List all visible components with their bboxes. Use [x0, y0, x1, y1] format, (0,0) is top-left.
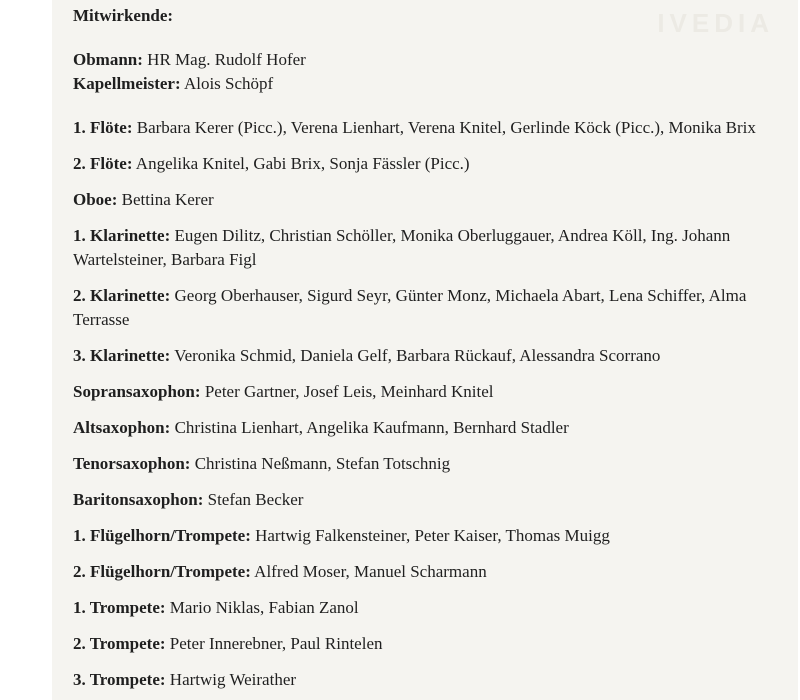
role-label: 2. Klarinette:	[73, 286, 171, 305]
credit-entry-fluegelhorn-1	[73, 524, 773, 548]
member-names: Christina Neßmann, Stefan Totschnig	[194, 454, 451, 473]
member-names: HR Mag. Rudolf Hofer	[147, 50, 306, 69]
role-label: 1. Flöte:	[73, 118, 133, 137]
credit-entry-tenorsaxophon	[73, 452, 773, 476]
role-label: 1. Trompete:	[73, 598, 166, 617]
credit-entry-trompete-2	[73, 632, 773, 656]
member-names: Bettina Kerer	[121, 190, 214, 209]
role-label: 1. Klarinette:	[73, 226, 171, 245]
member-names: Alfred Moser, Manuel Scharmann	[254, 562, 487, 581]
credit-entry-klarinette-3	[73, 344, 773, 368]
member-names: Christina Lienhart, Angelika Kaufmann, Bernhard Stadler	[174, 418, 569, 437]
role-label: 2. Flöte:	[73, 154, 133, 173]
member-names: Eugen Dilitz, Christian Schöller, Monika Oberluggauer, Andrea Köll, Ing. Johann Wartelsteiner, Barbara Figl	[73, 226, 731, 269]
member-names: Peter Gartner, Josef Leis, Meinhard Knitel	[204, 382, 494, 401]
role-label: Baritonsaxophon:	[73, 490, 204, 509]
credit-entry-floete-1	[73, 116, 773, 140]
role-label: Sopransaxophon:	[73, 382, 201, 401]
credit-entry-obmann	[73, 48, 773, 72]
role-label: 3. Trompete:	[73, 670, 166, 689]
credit-entry-baritonsaxophon	[73, 488, 773, 512]
member-names: Veronika Schmid, Daniela Gelf, Barbara Rückauf, Alessandra Scorrano	[174, 346, 661, 365]
role-label: Kapellmeister:	[73, 74, 181, 93]
role-label: Obmann:	[73, 50, 143, 69]
document-page	[52, 0, 798, 700]
role-label: 2. Trompete:	[73, 634, 166, 653]
credit-entry-kapellmeister	[73, 72, 773, 96]
role-label: 3. Klarinette:	[73, 346, 171, 365]
member-names: Hartwig Falkensteiner, Peter Kaiser, Thomas Muigg	[255, 526, 610, 545]
role-label: Tenorsaxophon:	[73, 454, 191, 473]
credit-entry-floete-2	[73, 152, 773, 176]
watermark: IVEDIA	[657, 8, 774, 38]
credit-entry-fluegelhorn-2	[73, 560, 773, 584]
credits-list	[73, 4, 773, 700]
credit-entry-trompete-1	[73, 596, 773, 620]
credit-entry-sopransaxophon	[73, 380, 773, 404]
member-names: Barbara Kerer (Picc.), Verena Lienhart, Verena Knitel, Gerlinde Köck (Picc.), Monika Brix	[136, 118, 756, 137]
member-names: Angelika Knitel, Gabi Brix, Sonja Fässler (Picc.)	[135, 154, 470, 173]
credit-entry-klarinette-2	[73, 284, 773, 332]
member-names: Alois Schöpf	[183, 74, 274, 93]
credit-entry-oboe	[73, 188, 773, 212]
role-label: Oboe:	[73, 190, 118, 209]
member-names: Hartwig Weirather	[169, 670, 297, 689]
member-names: Stefan Becker	[207, 490, 304, 509]
section-heading: Mitwirkende:	[73, 6, 174, 25]
credit-entry-altsaxophon	[73, 416, 773, 440]
credit-entry-klarinette-1	[73, 224, 773, 272]
member-names: Mario Niklas, Fabian Zanol	[169, 598, 359, 617]
member-names: Georg Oberhauser, Sigurd Seyr, Günter Monz, Michaela Abart, Lena Schiffer, Alma Terrasse	[73, 286, 747, 329]
role-label: Altsaxophon:	[73, 418, 171, 437]
member-names: Peter Innerebner, Paul Rintelen	[169, 634, 383, 653]
role-label: 1. Flügelhorn/Trompete:	[73, 526, 251, 545]
role-label: 2. Flügelhorn/Trompete:	[73, 562, 251, 581]
credit-entry-trompete-3	[73, 668, 773, 692]
